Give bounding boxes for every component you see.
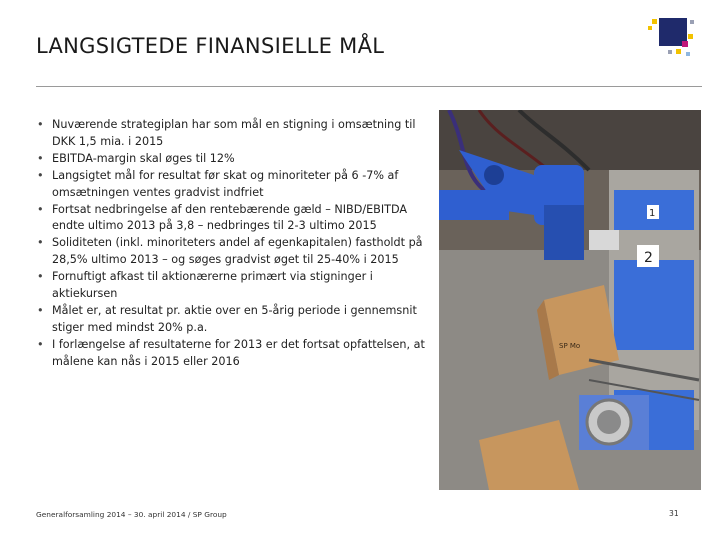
bullet-item: • Fornuftigt afkast til aktionærerne primært via stigninger i aktiekursen — [36, 269, 428, 303]
page-number: 31 — [669, 509, 679, 518]
robot-cell-illustration — [439, 110, 701, 490]
bullet-item: • I forlængelse af resultaterne for 2013 er det fortsat opfattelsen, at målene kan nås i 2015 eller 2016 — [36, 337, 428, 371]
station-label: 2 — [644, 250, 653, 266]
bullet-item: • Nuværende strategiplan har som mål en stigning i omsætning til DKK 1,5 mia. i 2015 — [36, 117, 428, 151]
bullet-list — [36, 117, 428, 371]
logo-yellow-square — [688, 34, 693, 39]
bullet-item: • Soliditeten (inkl. minoriteters andel af egenkapitalen) fastholdt på 28,5% ultimo 2013 – og søges gradvist øget til 25-40% i 2015 — [36, 235, 428, 269]
robot-cell-photo — [439, 110, 701, 490]
title-divider — [36, 86, 702, 87]
bullet-item: • EBITDA-margin skal øges til 12% — [36, 151, 428, 168]
box-label: SP Mo — [559, 342, 581, 350]
logo-yellow-square — [652, 19, 657, 24]
bullet-item: • Fortsat nedbringelse af den rentebærende gæld – NIBD/EBITDA endte ultimo 2013 på 3,8 – nedbringes til 2-3 ultimo 2015 — [36, 202, 428, 236]
logo-yellow-square — [648, 26, 652, 30]
slide-title: LANGSIGTEDE FINANSIELLE MÅL — [36, 34, 385, 58]
station-label: 1 — [649, 208, 656, 219]
logo-yellow-square — [676, 49, 681, 54]
logo-lightblue-square — [686, 52, 690, 56]
bullet-item: • Langsigtet mål for resultat før skat og minoriteter på 6 -7% af omsætningen ventes gradvist indfriet — [36, 168, 428, 202]
logo-magenta-square — [682, 41, 688, 47]
logo-gray-square — [668, 50, 672, 54]
logo-gray-square — [690, 20, 694, 24]
footer-text: Generalforsamling 2014 – 30. april 2014 / SP Group — [36, 510, 227, 519]
bullet-item: • Målet er, at resultat pr. aktie over en 5-årig periode i gennemsnit stiger med mindst 20% p.a. — [36, 303, 428, 337]
sp-group-logo — [646, 16, 698, 58]
